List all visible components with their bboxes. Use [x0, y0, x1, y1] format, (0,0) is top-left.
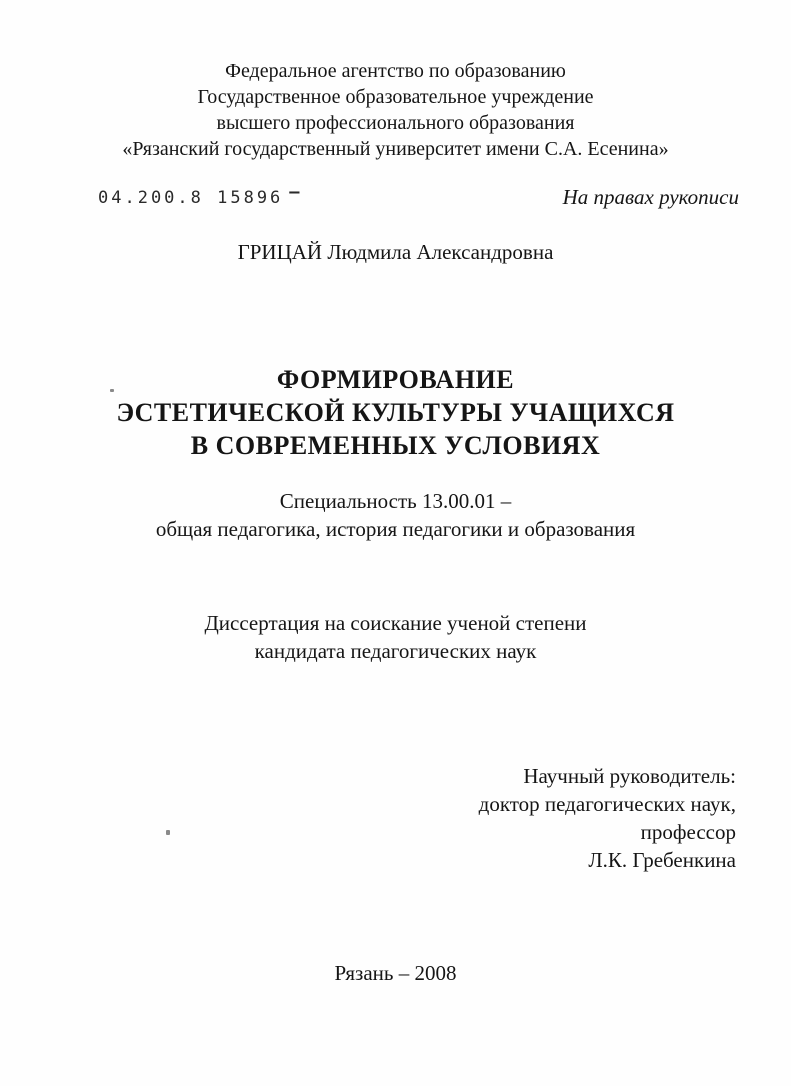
specialty-code: Специальность 13.00.01 – — [279, 489, 512, 513]
scan-speck — [166, 830, 170, 835]
supervisor-degree: доктор педагогических наук, — [478, 792, 736, 816]
header-line-university: «Рязанский государственный университет имени С.А. Есенина» — [122, 138, 669, 160]
header-line-institution: Государственное образовательное учреждение — [197, 86, 594, 108]
city-year-line: Рязань – 2008 — [334, 961, 457, 985]
stamp-number: 04.200.8 15896 — [98, 188, 284, 208]
library-accession-stamp — [98, 182, 300, 208]
stamp-dash-mark: – — [289, 182, 300, 202]
header-line-education-level: высшего профессионального образования — [216, 112, 575, 134]
title-line-1: ФОРМИРОВАНИЕ — [276, 365, 515, 394]
supervisor-name: Л.К. Гребенкина — [588, 848, 736, 872]
author-name: ГРИЦАЙ Людмила Александровна — [237, 240, 554, 264]
title-line-2: ЭСТЕТИЧЕСКОЙ КУЛЬТУРЫ УЧАЩИХСЯ — [116, 398, 675, 427]
thesis-type-line-2: кандидата педагогических наук — [254, 639, 537, 663]
dissertation-title — [0, 363, 791, 462]
header-line-agency: Федеральное агентство по образованию — [225, 60, 566, 82]
supervisor-rank: профессор — [640, 820, 736, 844]
specialty-name: общая педагогика, история педагогики и образования — [155, 517, 636, 541]
specialty-block — [0, 487, 791, 543]
supervisor-block — [479, 762, 736, 874]
thesis-type-line-1: Диссертация на соискание ученой степени — [204, 611, 587, 635]
scan-speck — [110, 389, 114, 392]
thesis-type-block — [0, 609, 791, 665]
institution-header — [0, 58, 791, 162]
title-line-3: В СОВРЕМЕННЫХ УСЛОВИЯХ — [190, 431, 601, 460]
supervisor-label: Научный руководитель: — [523, 764, 736, 788]
manuscript-rights-note: На правах рукописи — [562, 185, 739, 209]
